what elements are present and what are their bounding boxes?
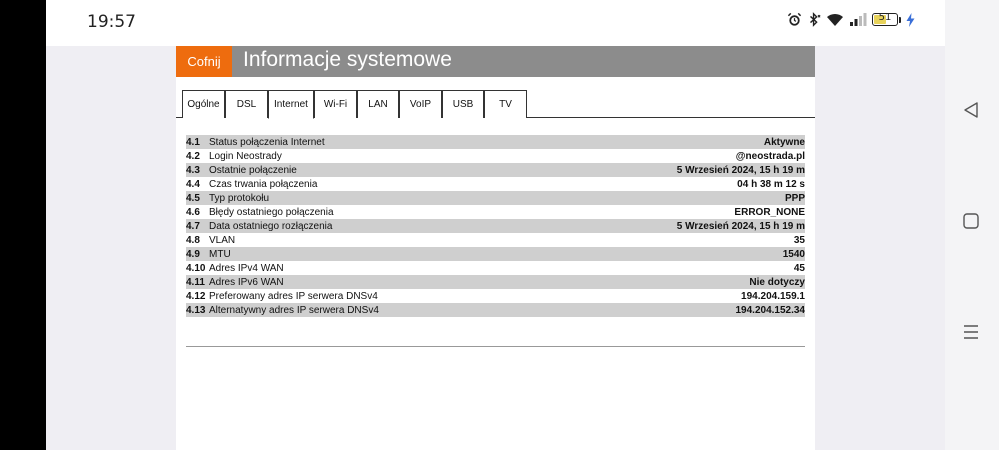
back-button[interactable]: Cofnij [176,46,232,77]
recents-nav-icon[interactable] [962,323,980,341]
table-row [186,275,805,289]
row-label: Ostatnie połączenie [209,164,297,176]
battery-level: 51 [878,12,892,23]
tab-lan[interactable]: LAN [357,90,399,118]
row-label: Błędy ostatniego połączenia [209,206,334,218]
row-number: 4.10 [186,262,206,274]
row-value: 5 Wrzesień 2024, 15 h 19 m [676,164,805,176]
row-label: Status połączenia Internet [209,136,325,148]
row-value: 194.204.159.1 [741,290,805,302]
alarm-icon [787,12,802,27]
bluetooth-icon [807,12,821,27]
android-nav-bar [945,0,999,450]
table-row [186,247,805,261]
row-label: MTU [209,248,231,260]
phone-screen [46,0,945,450]
row-label: Alternatywny adres IP serwera DNSv4 [209,304,379,316]
table-row [186,289,805,303]
tab-tv[interactable]: TV [484,90,527,118]
divider [186,346,805,347]
row-number: 4.5 [186,192,200,204]
row-number: 4.9 [186,248,200,260]
row-number: 4.7 [186,220,200,232]
wifi-icon [826,12,844,27]
tab-general[interactable]: Ogólne [182,90,225,118]
table-row [186,191,805,205]
row-value: 04 h 38 m 12 s [737,178,805,190]
status-clock: 19:57 [87,12,136,32]
row-number: 4.1 [186,136,200,148]
row-label: Adres IPv4 WAN [209,262,284,274]
table-row [186,149,805,163]
table-row [186,303,805,317]
battery-icon [872,13,901,26]
row-number: 4.3 [186,164,200,176]
page-header [176,46,815,77]
row-value: 45 [793,262,805,274]
row-number: 4.8 [186,234,200,246]
row-value: ERROR_NONE [734,206,805,218]
row-number: 4.12 [186,290,206,302]
status-bar [46,0,945,46]
status-icons [787,12,915,27]
row-value: @neostrada.pl [735,150,805,162]
table-row [186,219,805,233]
table-row [186,163,805,177]
signal-icon [849,12,867,27]
info-table [186,135,805,317]
row-number: 4.11 [186,276,205,288]
router-page [176,46,815,450]
home-nav-icon[interactable] [962,212,980,230]
row-label: Typ protokołu [209,192,270,204]
table-row [186,177,805,191]
row-value: Nie dotyczy [749,276,805,288]
table-row [186,205,805,219]
tab-internet[interactable]: Internet [268,90,314,119]
page-title: Informacje systemowe [243,48,452,71]
row-number: 4.6 [186,206,200,218]
row-value: 5 Wrzesień 2024, 15 h 19 m [676,220,805,232]
row-label: Adres IPv6 WAN [209,276,284,288]
row-number: 4.2 [186,150,200,162]
row-value: 35 [793,234,805,246]
tab-usb[interactable]: USB [442,90,484,118]
tab-dsl[interactable]: DSL [225,90,268,118]
row-label: Login Neostrady [209,150,282,162]
row-value: 194.204.152.34 [735,304,805,316]
tab-voip[interactable]: VoIP [399,90,442,118]
table-row [186,135,805,149]
row-label: VLAN [209,234,236,246]
row-value: Aktywne [763,136,805,148]
row-label: Czas trwania połączenia [209,178,318,190]
row-label: Preferowany adres IP serwera DNSv4 [209,290,378,302]
row-number: 4.4 [186,178,200,190]
row-label: Data ostatniego rozłączenia [209,220,333,232]
charging-icon [906,13,915,27]
table-row [186,261,805,275]
table-row [186,233,805,247]
tab-bar [176,90,815,118]
row-value: 1540 [782,248,805,260]
back-nav-icon[interactable] [962,101,980,119]
row-value: PPP [784,192,805,204]
row-number: 4.13 [186,304,206,316]
tab-wifi[interactable]: Wi-Fi [314,90,357,118]
